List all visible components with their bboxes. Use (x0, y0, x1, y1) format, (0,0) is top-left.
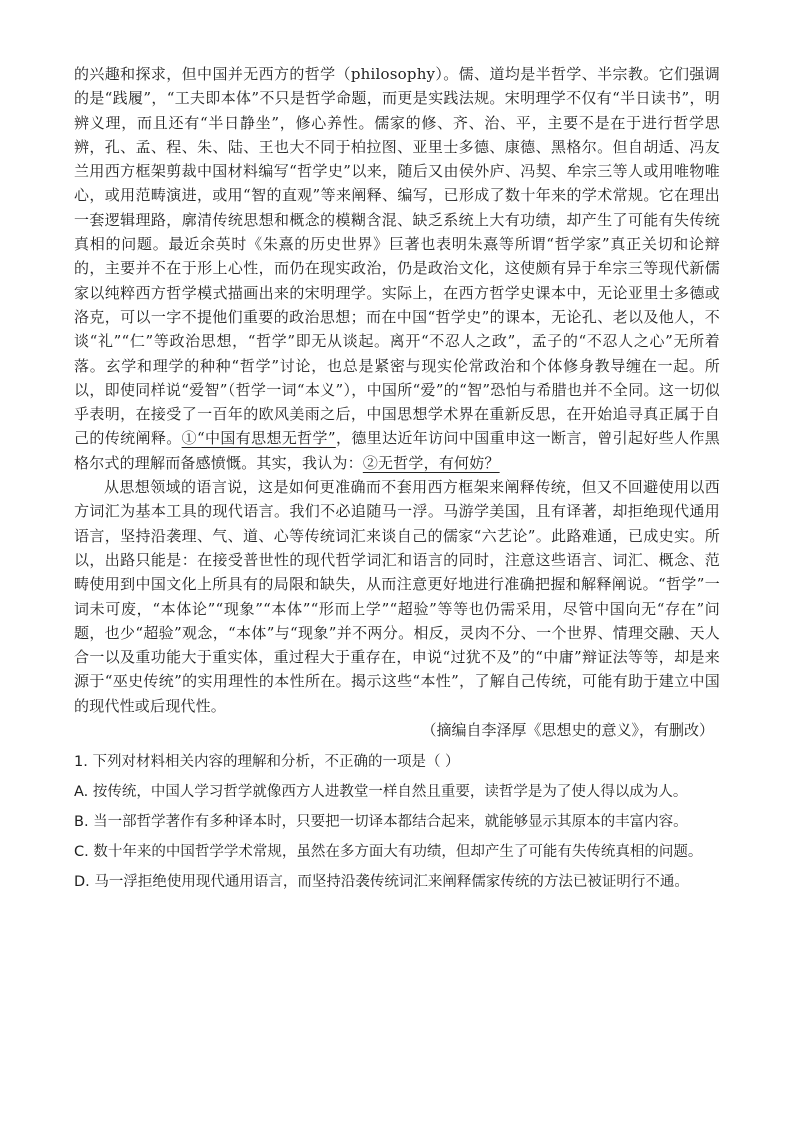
question-1 (74, 750, 720, 894)
option-a[interactable]: A. 按传统，中国人学习哲学就像西方人进教堂一样自然且重要，读哲学是为了使人得以成为人。 (74, 784, 688, 801)
passage-paragraph-2: 从思想领域的语言说，这是如何更准确而不套用西方框架来阐释传统，但又不回避使用以西方词汇为基本工具的现代语言。我们不必追随马一浮。马游学美国，且有译著，却拒绝现代通用语言，坚持沿袭理、气、道、心等传统词汇来谈自己的儒家“六艺论”。此路难通，已成史实。所以，出路只能是：在接受普世性的现代哲学词汇和语言的同时，注意这些语言、词汇、概念、范畴使用到中国文化上所具有的局限和缺失，从而注意更好地进行准确把握和解释阐说。“哲学”一词未可废，“本体论”“现象”“本体”“形而上学”“超验”等等也仍需采用，尽管中国向无“存在”问题，也少“超验”观念，“本体”与“现象”并不两分。相反，灵肉不分、一个世界、情理交融、天人合一以及重功能大于重实体，重过程大于重存在，申说“过犹不及”的“中庸”辩证法等等，却是来源于“巫史传统”的实用理性的本性所在。揭示这些“本性”，了解自己传统，可能有助于建立中国的现代性或后现代性。 (74, 478, 720, 715)
passage-paragraph-1 (74, 62, 720, 475)
underlined-sentence-1: ①“中国有思想无哲学” (181, 429, 336, 448)
underlined-sentence-2: ②无哲学，有何妨？ (362, 453, 500, 472)
question-stem: 1. 下列对材料相关内容的理解和分析，不正确的一项是（ ） (74, 754, 460, 771)
paragraph-1-text: 的兴趣和探求，但中国并无西方的哲学（philosophy）。儒、道均是半哲学、半宗教。它们强调的是“践履”，“工夫即本体”不只是哲学命题，而更是实践法规。宋明理学不仅有“半日读书”，明辨义理，而且还有“半日静坐”，修心养性。儒家的修、齐、治、平，主要不是在于进行哲学思辨，孔、孟、程、朱、陆、王也大不同于柏拉图、亚里士多德、康德、黑格尔。但自胡适、冯友兰用西方框架剪裁中国材料编写“哲学史”以来，随后又由侯外庐、冯契、牟宗三等人或用唯物唯心，或用范畴演进，或用“智的直观”等来阐释、编写，已形成了数十年来的学术常规。它在理出一套逻辑理路，廓清传统思想和概念的模糊含混、缺乏系统上大有功绩，却产生了可能有失传统真相的问题。最近余英时《朱熹的历史世界》巨著也表明朱熹等所谓“哲学家”真正关切和论辩的，主要并不在于形上心性，而仍在现实政治，仍是政治文化，这使颇有异于牟宗三等现代新儒家以纯粹西方哲学模式描画出来的宋明理学。实际上，在西方哲学史课本中，无论亚里士多德或洛克，可以一字不提他们重要的政治思想；而在中国“哲学史”的课本，无论孔、老以及他人，不谈“礼”“仁”等政治思想，“哲学”即无从谈起。离开“不忍人之政”，孟子的“不忍人之心”无所着落。玄学和理学的种种“哲学”讨论，也总是紧密与现实伦常政治和个体修身教导缠在一起。所以，即使同样说“爱智”（哲学一词“本义”），中国所“爱”的“智”恐怕与希腊也并不全同。这一切似乎表明，在接受了一百年的欧风美雨之后，中国思想学术界在重新反思，在开始追寻真正属于自己的传统阐释。 (74, 65, 720, 448)
document-page (74, 62, 720, 900)
option-d[interactable]: D. 马一浮拒绝使用现代通用语言，而坚持沿袭传统词汇来阐释儒家传统的方法已被证明行不通。 (74, 874, 689, 891)
option-b[interactable]: B. 当一部哲学著作有多种译本时，只要把一切译本都结合起来，就能够显示其原本的丰富内容。 (74, 814, 688, 831)
source-citation: （摘编自李泽厚《思想史的意义》，有删改） (421, 721, 714, 740)
paragraph-1-middle-text: ，德里达近年访问中国重申这一断言，曾引起好些人作黑格尔式的理解而备感愤慨。其实，我认为： (74, 429, 720, 472)
option-c[interactable]: C. 数十年来的中国哲学学术常规，虽然在多方面大有功绩，但却产生了可能有失传统真相的问题。 (74, 844, 703, 861)
